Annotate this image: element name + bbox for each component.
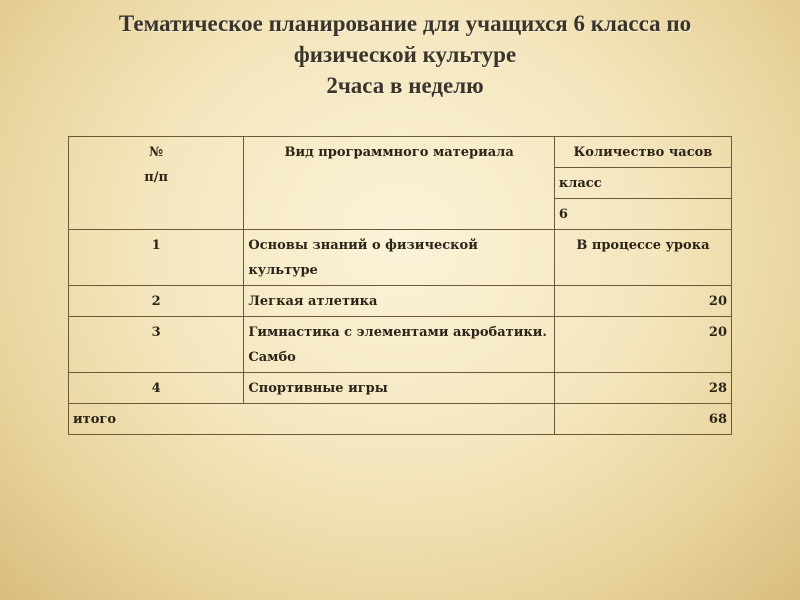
table-total-row xyxy=(69,404,732,435)
header-hours-cell: Количество часов xyxy=(554,137,731,168)
title-line-2: физической культуре xyxy=(293,42,517,67)
row-material-cell: Легкая атлетика xyxy=(244,286,554,317)
table-row xyxy=(69,317,732,373)
header-material-cell: Вид программного материала xyxy=(244,137,554,230)
total-label-cell: итого xyxy=(69,404,555,435)
header-number-sub: п/п xyxy=(144,170,169,185)
row-hours-cell: 20 xyxy=(554,286,731,317)
row-material-cell: Основы знаний о физической культуре xyxy=(244,230,554,286)
row-number-cell: 3 xyxy=(69,317,244,373)
header-class-label-cell: класс xyxy=(554,168,731,199)
title-line-1: Тематическое планирование для учащихся 6 класса по xyxy=(118,11,692,36)
table-row xyxy=(69,286,732,317)
row-material-cell: Гимнастика с элементами акробатики. Самбо xyxy=(244,317,554,373)
planning-table xyxy=(68,136,732,435)
table-row xyxy=(69,373,732,404)
header-class-value-cell: 6 xyxy=(554,199,731,230)
header-number-symbol: № xyxy=(149,145,164,160)
row-number-cell: 1 xyxy=(69,230,244,286)
table-header-row xyxy=(69,137,732,168)
row-hours-cell: 28 xyxy=(554,373,731,404)
table-row xyxy=(69,230,732,286)
row-hours-cell: В процессе урока xyxy=(554,230,731,286)
row-material-cell: Спортивные игры xyxy=(244,373,554,404)
row-number-cell: 2 xyxy=(69,286,244,317)
row-number-cell: 4 xyxy=(69,373,244,404)
row-hours-cell: 20 xyxy=(554,317,731,373)
title-line-3: 2часа в неделю xyxy=(326,73,484,98)
total-value-cell: 68 xyxy=(554,404,731,435)
header-number-cell xyxy=(69,137,244,230)
page-title xyxy=(40,8,770,101)
